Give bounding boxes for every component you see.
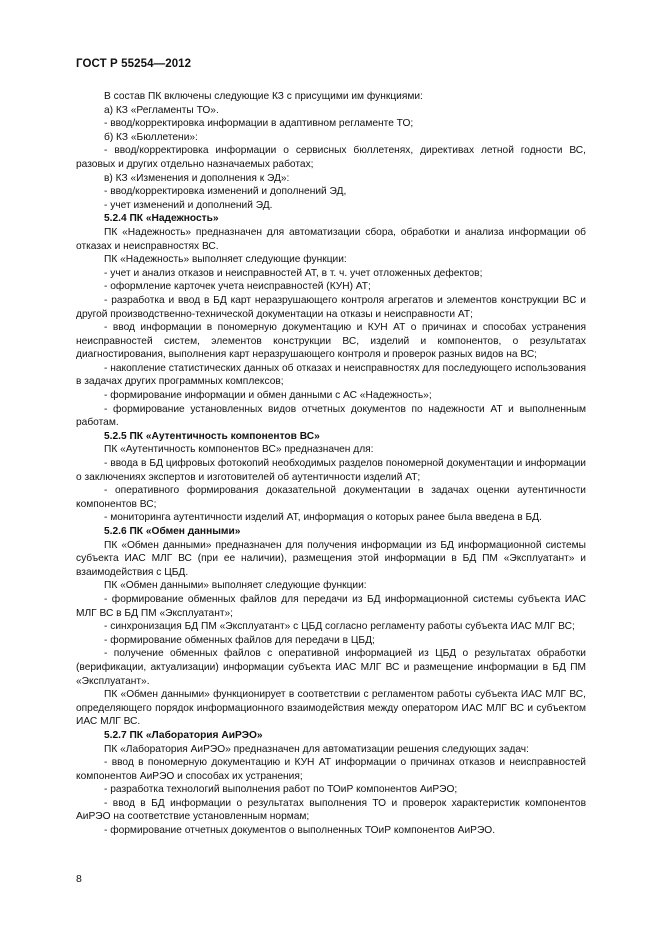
list-item: - получение обменных файлов с оперативной информацией из ЦБД о результатах обработки (верификации, актуализации) информации субъекта ИАС МЛГ ВС и размещение информации в БД ПМ «Эксплуатант». (76, 648, 586, 687)
list-item: - формирование обменных файлов для передачи из БД информационной системы субъекта ИАС МЛГ ВС в БД ПМ «Эксплуатант»; (76, 593, 586, 619)
list-item: - мониторинга аутентичности изделий АТ, информация о которых ранее была введена в БД. (104, 512, 542, 524)
paragraph: ПК «Обмен данными» функционирует в соответствии с регламентом работы субъекта ИАС МЛГ ВС, определяющего порядок информационного взаимодействия между оператором ИАС МЛГ ВС и субъектом ИАС МЛГ ВС. (76, 689, 586, 728)
list-item: - ввода в БД цифровых фотокопий необходимых разделов пономерной документации и информации о заключениях экспертов и изготовителей об аутентичности изделий АТ; (76, 458, 586, 483)
section-heading: 5.2.7 ПК «Лаборатория АиРЭО» (104, 729, 263, 741)
list-item: - ввод/корректировка изменений и дополнений ЭД, (104, 186, 347, 198)
list-item: - ввод в пономерную документацию и КУН АТ информации о причинах отказов и неисправностей компонентов АиРЭО и способах их устранения; (76, 757, 586, 782)
list-item: - ввод информации в пономерную документацию и КУН АТ о причинах и способах устранения неисправностей систем, элементов конструкции ВС, изделий и компонентов, о результатах диагностирования, выполнения карт неразрушающего контроля и проверок разных видов на ВС; (76, 322, 586, 361)
paragraph: ПК «Надежность» предназначен для автоматизации сбора, обработки и анализа информации об отказах и неисправностях ВС. (76, 226, 586, 252)
document-body (76, 90, 586, 838)
section-heading: 5.2.5 ПК «Аутентичность компонентов ВС» (104, 430, 320, 442)
paragraph: ПК «Обмен данными» выполняет следующие функции: (104, 580, 367, 592)
list-item: в) КЗ «Изменения и дополнения к ЭД»: (104, 172, 290, 184)
list-item: - накопление статистических данных об отказах и неисправностях для последующего использования в задачах других программных комплексов; (76, 362, 586, 388)
section-heading: 5.2.4 ПК «Надежность» (104, 213, 219, 225)
section-heading: 5.2.6 ПК «Обмен данными» (104, 526, 241, 537)
list-item: - оформление карточек учета неисправностей (КУН) АТ; (104, 281, 371, 293)
paragraph: ПК «Лаборатория АиРЭО» предназначен для автоматизации решения следующих задач: (104, 743, 529, 755)
list-item: б) КЗ «Бюллетени»: (104, 131, 198, 143)
page-number: 8 (76, 873, 82, 885)
list-item: а) КЗ «Регламенты ТО». (104, 104, 219, 116)
list-item: - ввод/корректировка информации о сервисных бюллетенях, директивах летной годности ВС, разовых и других отдельно назначаемых работах; (76, 145, 586, 170)
list-item: - синхронизация БД ПМ «Эксплуатант» с ЦБД согласно регламенту работы субъекта ИАС МЛГ ВС; (104, 621, 575, 633)
document-header: ГОСТ Р 55254—2012 (76, 58, 192, 70)
list-item: - учет и анализ отказов и неисправностей АТ, в т. ч. учет отложенных дефектов; (104, 267, 483, 279)
list-item: - формирование информации и обмен данными с АС «Надежность»; (104, 390, 432, 402)
list-item: - ввод/корректировка информации в адаптивном регламенте ТО; (104, 118, 414, 130)
paragraph: ПК «Надежность» выполняет следующие функции: (104, 254, 347, 266)
paragraph: ПК «Аутентичность компонентов ВС» предназначен для: (104, 444, 374, 456)
list-item: - разработка технологий выполнения работ по ТОиР компонентов АиРЭО; (104, 784, 458, 796)
list-item: - разработка и ввод в БД карт неразрушающего контроля агрегатов и элементов конструкции ВС и другой производственно-технической документации на отказы и неисправности АТ; (76, 294, 586, 320)
list-item: - ввод в БД информации о результатах выполнения ТО и проверок характеристик компонентов АиРЭО на соответствие установленным нормам; (76, 797, 586, 823)
list-item: - формирование отчетных документов о выполненных ТОиР компонентов АиРЭО. (104, 825, 496, 837)
list-item: - формирование обменных файлов для передачи в ЦБД; (104, 634, 375, 646)
paragraph: ПК «Обмен данными» предназначен для получения информации из БД информационной системы субъекта ИАС МЛГ ВС (при ее наличии), размещения этой информации в БД ПМ «Эксплуатант» и взаимодействия с ЦБД. (76, 539, 586, 578)
list-item: - формирование установленных видов отчетных документов по надежности АТ и выполненным работам. (76, 403, 586, 429)
list-item: - учет изменений и дополнений ЭД. (104, 199, 273, 211)
paragraph: В состав ПК включены следующие КЗ с присущими им функциями: (104, 91, 423, 102)
list-item: - оперативного формирования доказательной документации в задачах оценки аутентичности компонентов ВС; (76, 485, 586, 510)
